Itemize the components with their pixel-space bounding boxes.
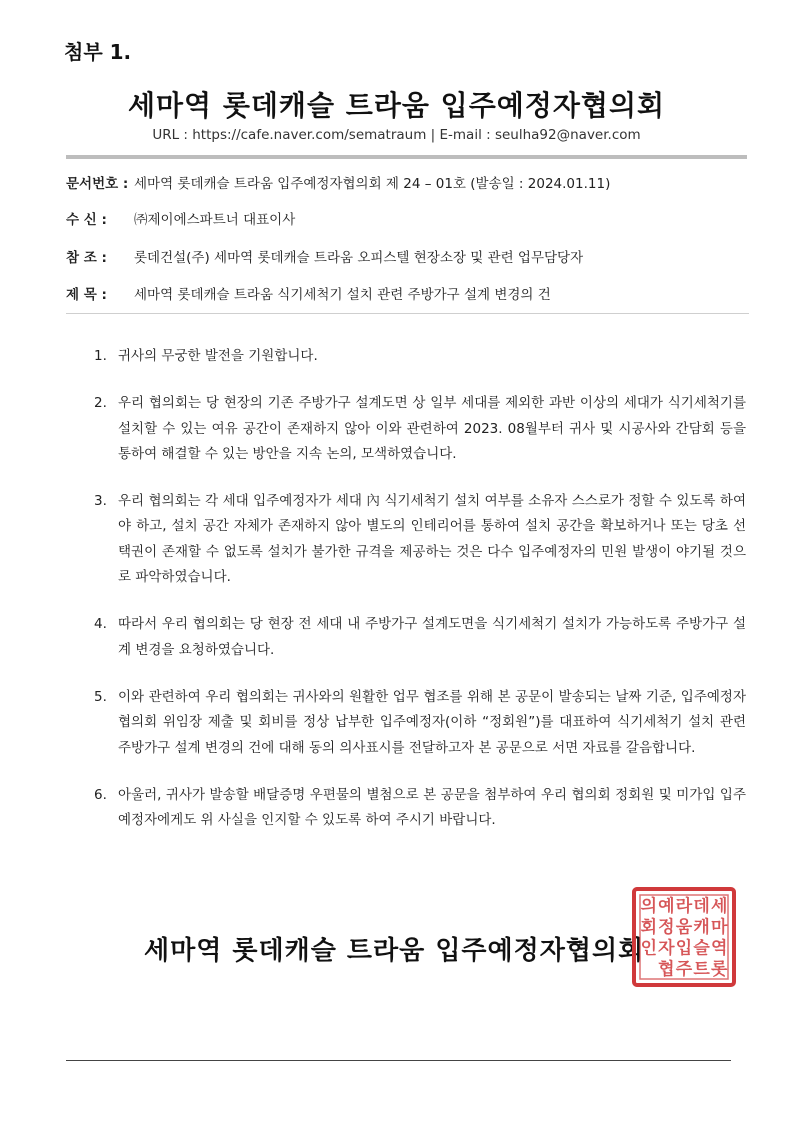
paragraph-5: [94, 685, 746, 761]
paragraph-2: [94, 391, 746, 467]
reference-row: [66, 246, 583, 266]
seal-character: 슬: [693, 938, 710, 959]
seal-character: 움: [675, 917, 693, 938]
signature-organization-name: 세마역 롯데캐슬 트라움 입주예정자협의회: [144, 936, 645, 966]
doc-number-value: 세마역 롯데캐슬 트라움 입주예정자협의회 제 24 – 01호 (발송일 : 2024.01.11): [134, 176, 611, 192]
paragraph-text: 귀사의 무궁한 발전을 기원합니다.: [118, 348, 318, 364]
seal-character: 데: [693, 896, 710, 917]
paragraph-3: [94, 489, 746, 590]
seal-character: 라: [675, 896, 693, 917]
paragraph-number: 1.: [94, 348, 107, 364]
recipient-value: ㈜제이에스파트너 대표이사: [134, 212, 296, 228]
paragraph-number: 3.: [94, 493, 107, 510]
reference-value: 롯데건설(주) 세마역 롯데캐슬 트라움 오피스텔 현장소장 및 관련 업무담당자: [134, 250, 584, 266]
paragraph-4: [94, 612, 746, 663]
paragraph-number: 2.: [94, 395, 107, 412]
seal-character: 회: [640, 917, 658, 938]
paragraph-6: [94, 783, 746, 834]
recipient-row: [66, 208, 295, 228]
paragraph-text: 따라서 우리 협의회는 당 현장 전 세대 내 주방가구 설계도면을 식기세척기 설치가 가능하도록 주방가구 설계 변경을 요청하였습니다.: [118, 616, 746, 658]
subject-label: 제 목 :: [66, 287, 107, 303]
body-paragraphs: [94, 344, 746, 855]
seal-character: 마: [710, 917, 728, 938]
seal-character: 협: [658, 959, 675, 980]
contact-line: URL : https://cafe.naver.com/sematraum | E-mail : seulha92@naver.com: [152, 127, 641, 143]
seal-character: 의: [640, 896, 658, 917]
reference-label: 참 조 :: [66, 250, 107, 266]
organization-title: 세마역 롯데캐슬 트라움 입주예정자협의회: [127, 89, 666, 122]
paragraph-text: 우리 협의회는 당 현장의 기존 주방가구 설계도면 상 일부 세대를 제외한 과반 이상의 세대가 식기세척기를 설치할 수 있는 여유 공간이 존재하지 않아 이와 관련하여 2023. 08월부터 귀사 및 시공사와 간담회 등을 통하여 해결할 수 있는 방안을 지속 논의, 모색하였습니다.: [118, 395, 746, 462]
footer-divider: [66, 1060, 731, 1061]
seal-character: 입: [675, 938, 693, 959]
seal-character: 롯: [710, 959, 728, 980]
paragraph-text: 이와 관련하여 우리 협의회는 귀사와의 원활한 업무 협조를 위해 본 공문이 발송되는 날짜 기준, 입주예정자협의회 위임장 제출 및 회비를 정상 납부한 입주예정자(이하 “정회원”)를 대표하여 식기세척기 설치 관련 주방가구 설계 변경의 건에 대해 동의 의사표시를 전달하고자 본 공문으로 서면 자료를 갈음합니다.: [118, 688, 746, 756]
seal-character: 역: [710, 938, 728, 959]
seal-character: 세: [710, 896, 728, 917]
official-seal-stamp: [631, 886, 737, 988]
seal-character: 예: [658, 896, 675, 917]
seal-character: 캐: [693, 917, 710, 938]
meta-divider: [66, 313, 749, 314]
subject-value: 세마역 롯데캐슬 트라움 식기세척기 설치 관련 주방가구 설계 변경의 건: [134, 287, 551, 303]
doc-number-label: 문서번호 :: [66, 176, 129, 192]
seal-character: 주: [675, 959, 693, 980]
paragraph-text: 우리 협의회는 각 세대 입주예정자가 세대 內 식기세척기 설치 여부를 소유자 스스로가 정할 수 있도록 하여야 하고, 설치 공간 자체가 존재하지 않아 별도의 인테리어를 통하여 설치 공간을 확보하거나 또는 당초 선택권이 존재할 수 없도록 설치가 불가한 규격을 제공하는 것은 다수 입주예정자의 민원 발생이 야기될 것으로 파악하였습니다.: [118, 493, 746, 586]
doc-number-row: [66, 172, 610, 192]
paragraph-text: 아울러, 귀사가 발송할 배달증명 우편물의 별첨으로 본 공문을 첨부하여 우리 협의회 정회원 및 미가입 입주예정자에게도 위 사실을 인지할 수 있도록 하여 주시기 바랍니다.: [118, 786, 746, 829]
seal-character: 인: [640, 938, 658, 959]
seal-character: 자: [658, 938, 675, 959]
attachment-label: 첨부 1.: [64, 40, 132, 64]
paragraph-1: [94, 344, 746, 369]
seal-character: 정: [658, 917, 675, 938]
paragraph-number: 6.: [94, 786, 107, 803]
recipient-label: 수 신 :: [66, 212, 107, 228]
header-divider: [66, 155, 747, 159]
paragraph-number: 5.: [94, 688, 107, 705]
seal-character: 트: [693, 959, 710, 980]
paragraph-number: 4.: [94, 616, 107, 633]
subject-row: [66, 283, 551, 303]
